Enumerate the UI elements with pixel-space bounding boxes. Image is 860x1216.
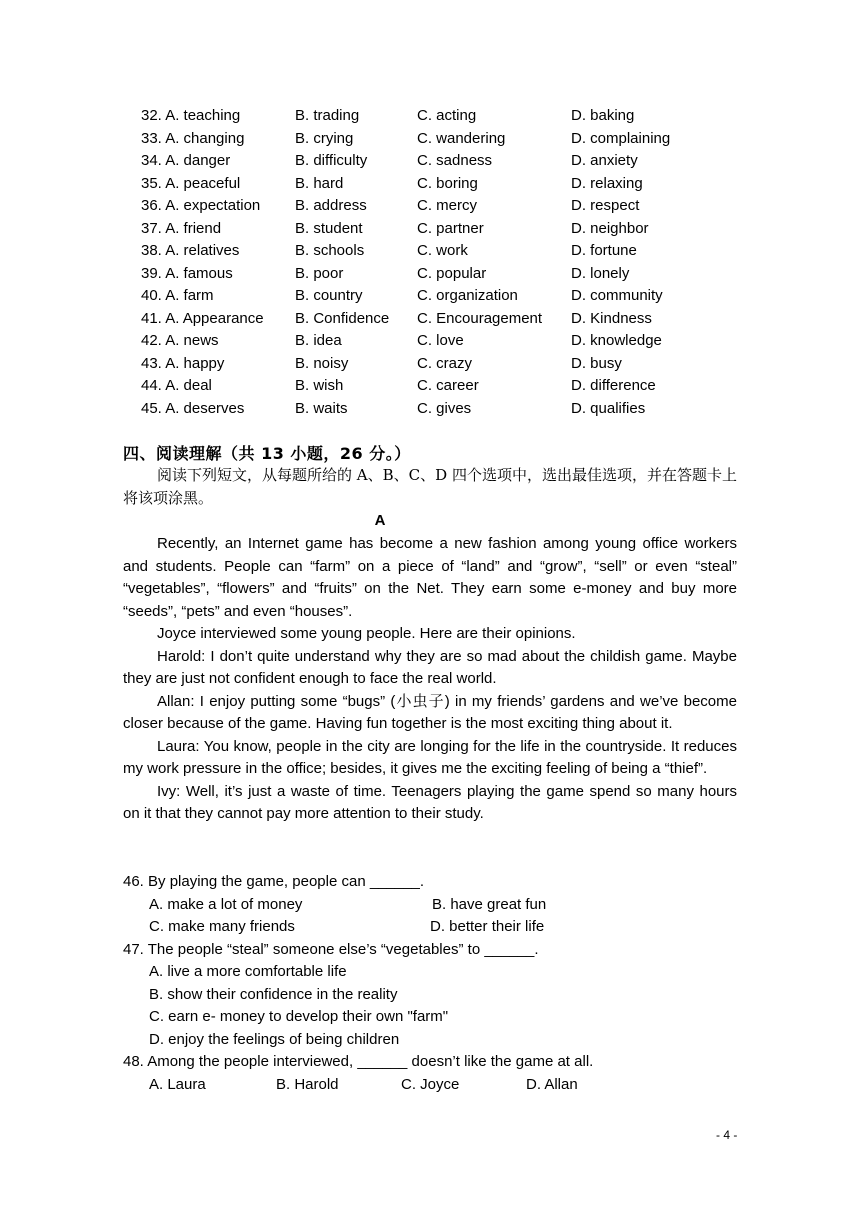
option-d: D. Kindness — [571, 309, 652, 327]
option-row-36 — [141, 195, 741, 218]
option-a: 33. A. changing — [141, 129, 245, 147]
option-a: 32. A. teaching — [141, 107, 241, 124]
option-row-44 — [141, 375, 741, 398]
question-48-options — [123, 1074, 737, 1097]
option-a: 42. A. news — [141, 332, 219, 349]
option-a: 38. A. relatives — [141, 242, 240, 259]
option-d: D. lonely — [571, 264, 630, 282]
option-a: 43. A. happy — [141, 354, 225, 372]
option-b: B. Confidence — [295, 309, 390, 327]
option-c: C. organization — [417, 287, 518, 304]
option-b: B. address — [295, 197, 367, 214]
option-a: 34. A. danger — [141, 152, 231, 169]
option-a: 35. A. peaceful — [141, 174, 241, 192]
question-47-option-d — [123, 1029, 737, 1052]
option-a: 40. A. farm — [141, 287, 214, 304]
page-number: - 4 - — [716, 1128, 738, 1142]
option-a: 37. A. friend — [141, 219, 222, 237]
passage-paragraph: Harold: I don’t quite understand why they are so mad about the childish game. Maybe they are just not confident enough to face the real world. — [123, 647, 737, 687]
question-48-stem: 48. Among the people interviewed, ______ doesn’t like the game at all. — [123, 1053, 594, 1070]
question-47-option-a — [123, 961, 737, 984]
option-row-32 — [141, 105, 741, 128]
option-b: B. difficulty — [295, 152, 368, 169]
passage-paragraph: Laura: You know, people in the city are longing for the life in the countryside. It reduces my work pressure in the office; besides, it gives me the exciting feeling of being a “thief”. — [123, 737, 737, 777]
option-b: B. trading — [295, 107, 360, 124]
option-d: D. relaxing — [571, 174, 643, 192]
option-c: C. popular — [417, 264, 487, 282]
question-47-option-b — [123, 984, 737, 1007]
option-a: A. make a lot of money — [149, 895, 303, 913]
option-row-43 — [141, 353, 741, 376]
question-46-stem: 46. By playing the game, people can ______. — [123, 873, 425, 890]
option-d: D. knowledge — [571, 332, 662, 349]
option-c: C. make many friends — [149, 918, 295, 935]
option-a: 36. A. expectation — [141, 197, 261, 214]
option-b: B. wish — [295, 377, 344, 394]
option-b: B. student — [295, 219, 363, 237]
option-row-35 — [141, 173, 741, 196]
option-c: C. Joyce — [401, 1075, 460, 1093]
option-d: D. enjoy the feelings of being children — [149, 1030, 400, 1048]
passage-paragraph: Recently, an Internet game has become a new fashion among young office workers and students. People can “farm” on a piece of “land” and “grow”, “sell” or even “steal” “vegetables”, “flowers” and “fruits” on the Net. They earn some e-money and buy more “seeds”, “pets” and even “houses”. — [123, 535, 737, 620]
question-47-stem: 47. The people “steal” someone else’s “vegetables” to ______. — [123, 940, 539, 958]
option-row-41 — [141, 308, 741, 331]
option-c: C. crazy — [417, 354, 473, 372]
option-b: B. hard — [295, 174, 344, 192]
option-b: B. schools — [295, 242, 365, 259]
option-c: C. love — [417, 332, 464, 349]
option-c: C. acting — [417, 107, 477, 124]
option-d: D. better their life — [430, 918, 545, 935]
option-c: C. career — [417, 377, 479, 394]
option-d: D. community — [571, 287, 663, 304]
passage-paragraph: Joyce interviewed some young people. Here are their opinions. — [157, 625, 576, 642]
question-list — [123, 871, 737, 1096]
option-b: B. idea — [295, 332, 342, 349]
option-c: C. sadness — [417, 152, 493, 169]
option-b: B. poor — [295, 264, 344, 282]
option-b: B. show their confidence in the reality — [149, 985, 398, 1003]
option-c: C. wandering — [417, 129, 506, 147]
option-c: C. boring — [417, 174, 478, 192]
option-d: D. respect — [571, 197, 640, 214]
option-row-33 — [141, 128, 741, 151]
option-d: D. qualifies — [571, 399, 646, 417]
reading-passage — [123, 533, 737, 826]
question-46-options-row2 — [123, 916, 737, 939]
option-b: B. waits — [295, 399, 348, 417]
option-row-40 — [141, 285, 741, 308]
option-d: D. anxiety — [571, 152, 638, 169]
option-a: 39. A. famous — [141, 264, 233, 282]
option-d: D. fortune — [571, 242, 637, 259]
option-row-39 — [141, 263, 741, 286]
option-a: 44. A. deal — [141, 377, 212, 394]
passage-label: A — [374, 512, 386, 529]
option-row-45 — [141, 398, 741, 421]
option-row-34 — [141, 150, 741, 173]
cloze-options-table — [141, 105, 741, 420]
option-row-38 — [141, 240, 741, 263]
option-a: 45. A. deserves — [141, 399, 245, 417]
option-d: D. baking — [571, 107, 635, 124]
option-b: B. noisy — [295, 354, 349, 372]
option-c: C. work — [417, 242, 468, 259]
option-c: C. earn e- money to develop their own "farm" — [149, 1008, 449, 1025]
option-b: B. Harold — [276, 1075, 339, 1093]
option-d: D. Allan — [526, 1075, 578, 1093]
question-47-option-c — [123, 1006, 737, 1029]
option-c: C. Encouragement — [417, 309, 543, 327]
option-d: D. complaining — [571, 129, 671, 147]
option-c: C. gives — [417, 399, 472, 417]
passage-paragraph: Ivy: Well, it’s just a waste of time. Teenagers playing the game spend so many hours on it that they cannot pay more attention to their study. — [123, 782, 737, 822]
option-a: 41. A. Appearance — [141, 309, 264, 327]
option-row-42 — [141, 330, 741, 353]
option-c: C. mercy — [417, 197, 477, 214]
section-title: 四、阅读理解（共 13 小题，26 分。） — [123, 444, 411, 463]
option-d: D. difference — [571, 377, 656, 394]
question-46-options-row1 — [123, 894, 737, 917]
passage-paragraph: Allan: I enjoy putting some “bugs” (小虫子) in my friends’ gardens and we’ve become closer because of the game. Having fun together is the most exciting thing about it. — [123, 692, 737, 732]
option-c: C. partner — [417, 219, 484, 237]
option-a: A. live a more comfortable life — [149, 963, 347, 980]
option-d: D. busy — [571, 354, 622, 372]
option-b: B. country — [295, 287, 363, 304]
option-a: A. Laura — [149, 1075, 206, 1093]
option-b: B. have great fun — [432, 895, 547, 913]
section-instructions: 阅读下列短文，从每题所给的 A、B、C、D 四个选项中，选出最佳选项，并在答题卡上将该项涂黑。 — [123, 466, 737, 507]
option-row-37 — [141, 218, 741, 241]
option-d: D. neighbor — [571, 219, 649, 237]
option-b: B. crying — [295, 129, 354, 147]
